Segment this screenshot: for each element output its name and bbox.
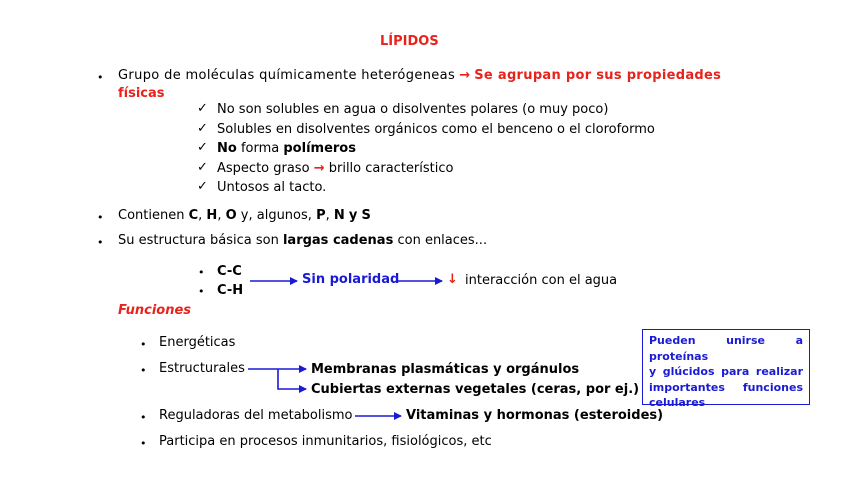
check-icon: ✓ [197,160,208,175]
check-item-3-no: No [217,141,237,156]
check-item-3-mid: forma [240,141,280,156]
bullet-icon: • [140,411,147,424]
check-item-4-arrow-icon: → [313,161,325,176]
water-interaction-label: interacción con el agua [465,273,618,288]
bullet-icon: • [97,211,104,224]
check-item-1: No son solubles en agua o disolventes polares (o muy poco) [217,102,609,117]
arrow-structural-to-coverings [278,369,306,389]
note-line-2: y glúcidos para realizar [649,365,803,378]
check-item-4-b: brillo característico [328,161,454,176]
check-item-3-polymers: polímeros [283,141,356,156]
function-coverings: Cubiertas externas vegetales (ceras, por ej.) [311,382,640,397]
check-icon: ✓ [197,140,208,155]
element-n: N [333,208,345,223]
bullet-icon: • [97,71,104,84]
check-icon: ✓ [197,179,208,194]
function-regulatory: Reguladoras del metabolismo [159,408,353,423]
check-item-5: Untosos al tacto. [217,180,327,195]
element-o: O [225,208,237,223]
page-title: LÍPIDOS [380,34,439,49]
bullet-icon: • [198,266,205,279]
composition-line: Contienen C, H, O y, algunos, P, N y S [118,208,371,223]
bond-ch: C-H [217,283,244,298]
bond-cc: C-C [217,264,242,279]
element-p: P [316,208,326,223]
bullet-icon: • [198,285,205,298]
check-icon: ✓ [197,121,208,136]
element-y: y [348,208,358,223]
check-item-2: Solubles en disolventes orgánicos como el benceno o el cloroformo [217,122,655,137]
element-c: C [188,208,199,223]
note-line-3: importantes funciones [649,380,803,394]
down-arrow-icon: ↓ [447,272,458,287]
element-h: H [206,208,218,223]
check-item-4-a: Aspecto graso [217,161,310,176]
intro-arrow-icon: → [459,68,471,83]
bullet-icon: • [140,437,147,450]
no-polarity-label: Sin polaridad [302,272,400,287]
note-line-1: Pueden unirse a proteínas [649,334,803,363]
function-membranes: Membranas plasmáticas y orgánulos [311,362,580,377]
element-s: S [361,208,371,223]
structure-pre: Su estructura básica son [118,233,279,248]
intro-highlight: Se agrupan por sus propiedades [474,68,722,83]
bullet-icon: • [140,364,147,377]
composition-mid: y, algunos, [240,208,312,223]
function-structural: Estructurales [159,361,245,376]
intro-highlight-cont: físicas [118,86,165,101]
function-immune: Participa en procesos inmunitarios, fisiológicos, etc [159,434,492,449]
functions-heading: Funciones [118,303,192,318]
check-icon: ✓ [197,101,208,116]
structure-bold: largas cadenas [282,233,394,248]
function-energy: Energéticas [159,335,236,350]
intro-text: Grupo de moléculas químicamente heterógeneas [118,68,456,83]
structure-post: con enlaces... [397,233,488,248]
bullet-icon: • [97,236,104,249]
composition-pre: Contienen [118,208,185,223]
bullet-icon: • [140,338,147,351]
note-line-4: celulares [649,396,706,409]
function-vitamins: Vitaminas y hormonas (esteroides) [406,408,664,423]
